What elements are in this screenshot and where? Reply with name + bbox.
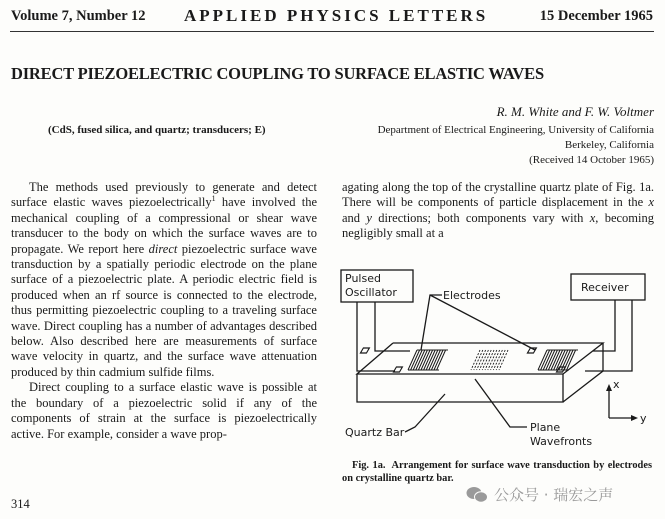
axis-y-label: y xyxy=(640,412,647,425)
affiliation-location: Berkeley, California xyxy=(564,139,654,151)
authors: R. M. White and F. W. Voltmer xyxy=(496,104,654,119)
page-number: 314 xyxy=(11,497,30,511)
wire-rcv-bottom xyxy=(585,300,632,371)
body-paragraph: Direct coupling to a surface elastic wave is possible at the boundary of a piezoelectric solid if any of the components of strain at the surface is piezoelectrically active. For example, consider a wave prop- xyxy=(11,380,317,441)
body-paragraph: The methods used previously to generate and detect surface elastic waves piezoelectrically$^1$ have involved the mechanical coupling of a compressional or shear wave transducer to the body on which the surface waves are to propagate. We report here direct piezoelectric surface wave transduction by a spatially periodic electrode on the plane surface of a piezoelectric plate. A periodic electric field is produced when an rf source is connected to the electrode, thus permitting piezoelectric coupling to a traveling surface wave. Direct coupling has a number of advantages described below. Also described here are measurements of surface wave velocity in quartz, and the surface wave attenuation produced by thin cadmium sulfide films. xyxy=(11,180,317,379)
electrode-finger xyxy=(543,350,552,370)
bar-side-face xyxy=(563,343,603,402)
oscillator-label-2: Oscillator xyxy=(345,286,397,299)
electrode-finger xyxy=(416,350,425,370)
plane-wavefronts-label-2: Wavefronts xyxy=(530,435,593,448)
wechat-icon xyxy=(466,486,488,504)
watermark-text: 公众号 · 瑞宏之声 xyxy=(494,486,614,504)
footnote-ref: 1 xyxy=(211,194,216,204)
electrode-finger xyxy=(548,350,557,370)
electrode-finger xyxy=(551,350,560,370)
electrode-finger xyxy=(413,350,422,370)
wavefronts-leader xyxy=(475,379,527,427)
electrode-finger xyxy=(431,350,440,370)
article-title: DIRECT PIEZOELECTRIC COUPLING TO SURFACE ELASTIC WAVES xyxy=(11,64,544,83)
electrode-finger xyxy=(538,350,547,370)
caption-text: Arrangement for surface wave transduction by electrodes on crystalline quartz bar. xyxy=(342,460,652,484)
body-column-right xyxy=(342,180,654,242)
received-date: (Received 14 October 1965) xyxy=(529,154,654,166)
electrode-finger xyxy=(421,350,430,370)
keywords: (CdS, fused silica, and quartz; transducers; E) xyxy=(48,124,266,136)
affiliation-department: Department of Electrical Engineering, University of California xyxy=(377,124,654,136)
electrode-finger xyxy=(411,350,420,370)
oscillator-label-1: Pulsed xyxy=(345,272,381,285)
plane-wavefronts-label-1: Plane xyxy=(530,421,561,434)
issue-date: 15 December 1965 xyxy=(539,8,653,24)
header-rule xyxy=(10,31,654,32)
wire-osc-bottom xyxy=(357,302,395,371)
electrode-finger xyxy=(434,350,443,370)
watermark xyxy=(466,484,613,505)
electrode-left xyxy=(408,350,448,370)
figure-1a xyxy=(335,262,663,454)
caption-label: Fig. 1a. xyxy=(352,460,386,471)
axis-x-label: x xyxy=(613,378,620,391)
electrode-finger xyxy=(437,350,446,370)
electrode-finger xyxy=(418,350,427,370)
figure-caption xyxy=(342,459,652,485)
pad xyxy=(360,348,369,353)
journal-name: APPLIED PHYSICS LETTERS xyxy=(184,6,489,25)
electrode-finger xyxy=(541,350,550,370)
bar-front-face xyxy=(357,374,563,402)
electrodes-leader-2 xyxy=(430,295,535,350)
electrodes-label: Electrodes xyxy=(443,289,501,302)
receiver-label: Receiver xyxy=(581,281,629,294)
plane-wavefronts xyxy=(471,350,508,370)
electrode-finger xyxy=(408,350,417,370)
volume-number: Volume 7, Number 12 xyxy=(11,8,146,24)
quartz-bar-leader xyxy=(405,394,445,432)
electrodes-leader xyxy=(421,295,442,350)
body-paragraph: agating along the top of the crystalline quartz plate of Fig. 1a. There will be components of particle displacement in the x and y directions; both components vary with x, becoming negligibly small at a xyxy=(342,180,654,241)
electrode-finger xyxy=(546,350,555,370)
axis-x-arrow xyxy=(606,384,612,391)
body-column-left xyxy=(11,180,317,442)
quartz-bar-label: Quartz Bar xyxy=(345,426,405,439)
axis-y-arrow xyxy=(631,415,638,421)
electrode-finger xyxy=(429,350,438,370)
electrode-finger xyxy=(426,350,435,370)
electrode-finger xyxy=(424,350,433,370)
